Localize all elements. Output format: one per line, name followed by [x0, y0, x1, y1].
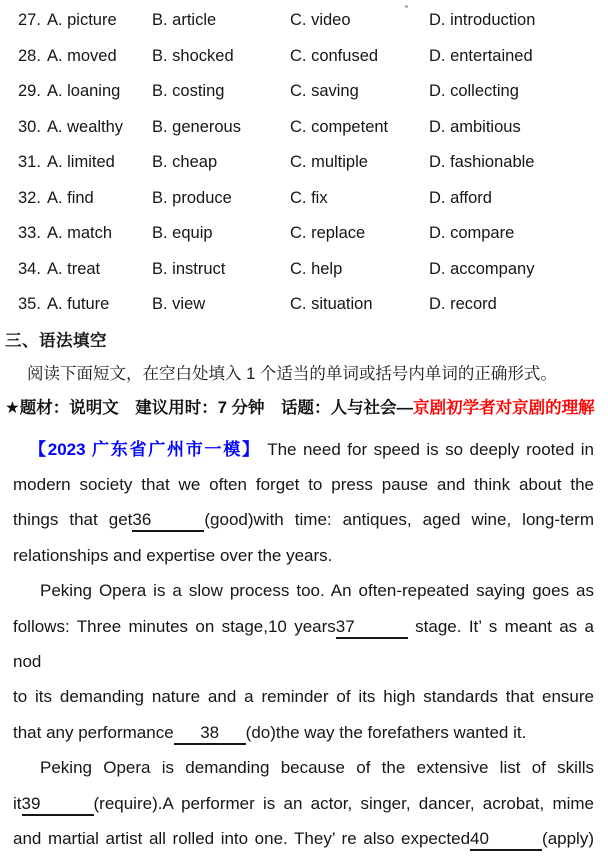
section-heading: 三、语法填空 — [5, 330, 608, 352]
option-d: D. collecting — [429, 74, 608, 110]
mcq-row-34 — [18, 252, 608, 288]
option-b: B. instruct — [152, 252, 290, 288]
dust-speck — [405, 5, 408, 8]
mcq-row-33 — [18, 216, 608, 252]
mcq-cell — [18, 216, 152, 252]
option-c: C. competent — [290, 110, 429, 146]
option-c: C. fix — [290, 181, 429, 217]
option-b: B. costing — [152, 74, 290, 110]
passage-text: follows: Three minutes on stage,10 years — [13, 617, 336, 636]
question-number: 28. — [18, 47, 41, 65]
mcq-row-30 — [18, 110, 608, 146]
passage-text: that any performance — [13, 723, 174, 742]
question-number: 31. — [18, 153, 41, 171]
passage-line — [13, 786, 594, 821]
passage-line — [13, 750, 594, 785]
option-d: D. compare — [429, 216, 608, 252]
option-b: B. equip — [152, 216, 290, 252]
option-c: C. situation — [290, 287, 429, 323]
blank-40: 40 — [470, 829, 542, 851]
mcq-cell — [18, 145, 152, 181]
option-d: D. record — [429, 287, 608, 323]
option-d: D. accompany — [429, 252, 608, 288]
passage-text: and martial artist all rolled into one. They’ re also expected — [13, 829, 470, 848]
passage-line — [13, 821, 594, 856]
option-c: C. help — [290, 252, 429, 288]
option-a: A. treat — [47, 260, 100, 278]
passage-text: (require).A performer is an actor, singer, dancer, acrobat, mime — [94, 794, 595, 813]
option-d: D. entertained — [429, 39, 608, 75]
option-a: A. future — [47, 295, 109, 313]
option-c: C. multiple — [290, 145, 429, 181]
multiple-choice-block — [0, 0, 608, 323]
passage-line — [13, 715, 594, 750]
question-number: 35. — [18, 295, 41, 313]
mcq-row-28 — [18, 39, 608, 75]
passage-line — [13, 609, 594, 680]
question-number: 30. — [18, 118, 41, 136]
passage-text: stage. It’ s meant as a nod — [13, 617, 594, 671]
mcq-cell — [18, 3, 152, 39]
option-c: C. video — [290, 3, 429, 39]
option-b: B. shocked — [152, 39, 290, 75]
option-b: B. view — [152, 287, 290, 323]
question-number: 32. — [18, 189, 41, 207]
passage-text: modern society that we often forget to press pause and think about the — [13, 475, 594, 494]
mcq-row-31 — [18, 145, 608, 181]
option-a: A. limited — [47, 153, 115, 171]
blank-39: 39 — [22, 794, 94, 816]
option-b: B. cheap — [152, 145, 290, 181]
headline-label: ★题材：说明文 建议用时：7 分钟 话题：人与社会— — [5, 399, 413, 417]
passage-text: to its demanding nature and a reminder of its high standards that ensure — [13, 687, 594, 706]
option-a: A. loaning — [47, 82, 120, 100]
passage-text: Peking Opera is a slow process too. An often-repeated saying goes as — [40, 581, 594, 600]
option-d: D. fashionable — [429, 145, 608, 181]
passage-line — [13, 538, 594, 573]
passage-text: The need for speed is so deeply rooted in — [261, 440, 594, 459]
mcq-cell — [18, 181, 152, 217]
mcq-cell — [18, 110, 152, 146]
passage-line — [13, 502, 594, 537]
option-c: C. confused — [290, 39, 429, 75]
option-b: B. produce — [152, 181, 290, 217]
passage-text: relationships and expertise over the years. — [13, 546, 332, 565]
option-d: D. afford — [429, 181, 608, 217]
passage-line — [13, 467, 594, 502]
question-number: 29. — [18, 82, 41, 100]
option-a: A. match — [47, 224, 112, 242]
question-number: 27. — [18, 11, 41, 29]
topic-headline — [5, 397, 603, 419]
section-instruction: 阅读下面短文，在空白处填入 1 个适当的单词或括号内单词的正确形式。 — [27, 363, 594, 385]
passage-line — [13, 679, 594, 714]
option-b: B. generous — [152, 110, 290, 146]
option-d: D. introduction — [429, 3, 608, 39]
option-c: C. replace — [290, 216, 429, 252]
passage-text: (good)with time: antiques, aged wine, long-term — [204, 510, 594, 529]
option-a: A. picture — [47, 11, 117, 29]
mcq-row-32 — [18, 181, 608, 217]
option-a: A. moved — [47, 47, 117, 65]
passage-line — [13, 432, 594, 467]
mcq-cell — [18, 39, 152, 75]
mcq-cell — [18, 74, 152, 110]
question-number: 33. — [18, 224, 41, 242]
option-a: A. wealthy — [47, 118, 123, 136]
passage-text: Peking Opera is demanding because of the extensive list of skills — [40, 758, 594, 777]
mcq-cell — [18, 252, 152, 288]
topic-highlight: 京剧初学者对京剧的理解 — [413, 399, 595, 417]
blank-36: 36 — [132, 510, 204, 532]
mcq-row-29 — [18, 74, 608, 110]
blank-38: 38 — [174, 723, 246, 745]
passage-text: (apply) — [542, 829, 594, 848]
mcq-row-35 — [18, 287, 608, 323]
option-a: A. find — [47, 189, 94, 207]
blank-37: 37 — [336, 617, 408, 639]
passage-text: things that get — [13, 510, 132, 529]
source-tag: 【2023 广东省广州市一模】 — [29, 440, 261, 459]
option-c: C. saving — [290, 74, 429, 110]
mcq-row-27 — [18, 3, 608, 39]
passage-text: (do)the way the forefathers wanted it. — [246, 723, 527, 742]
passage-text: it — [13, 794, 22, 813]
passage-line — [13, 573, 594, 608]
option-b: B. article — [152, 3, 290, 39]
passage — [13, 432, 594, 856]
question-number: 34. — [18, 260, 41, 278]
option-d: D. ambitious — [429, 110, 608, 146]
mcq-cell — [18, 287, 152, 323]
